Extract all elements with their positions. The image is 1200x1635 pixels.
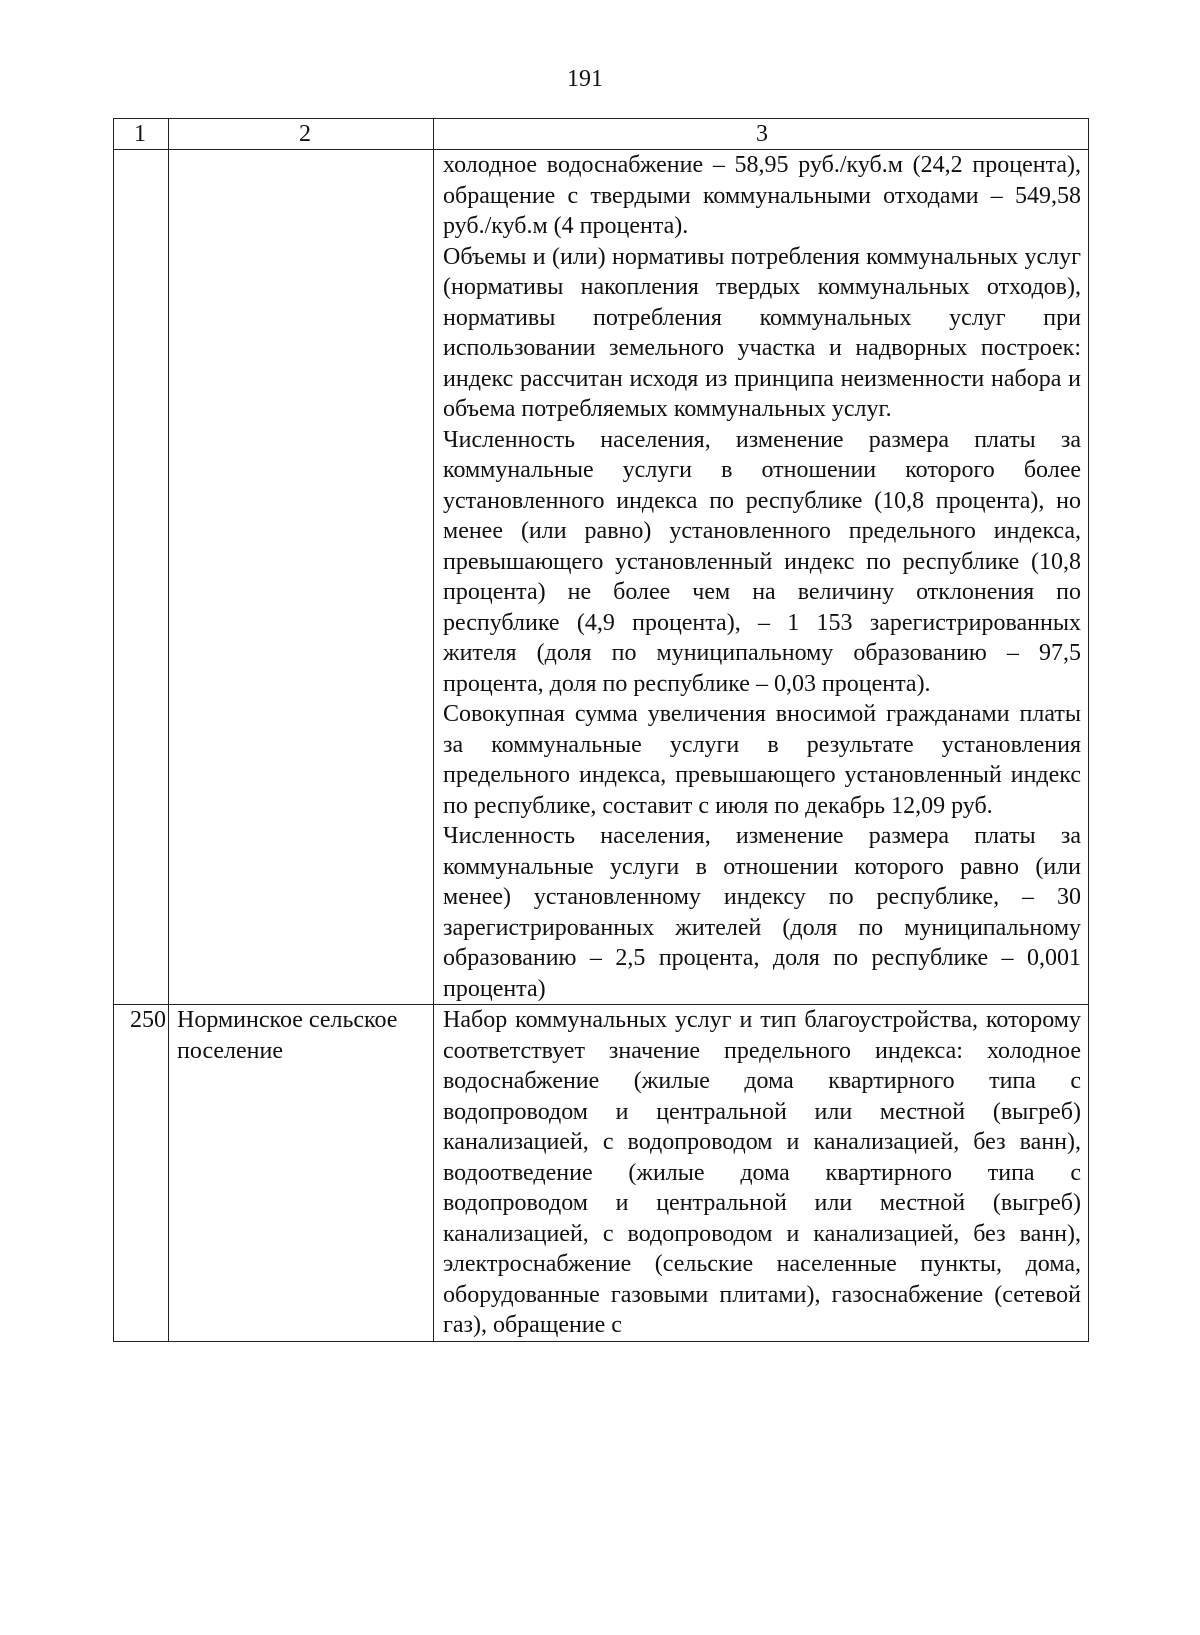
description-paragraph: Объемы и (или) нормативы потребления коммунальных услуг (нормативы накопления твердых коммунальных отходов), нормативы потребления коммунальных услуг при использовании земельного участка и надворных построек: индекс рассчитан исходя из принципа неизменности набора и объема потребляемых коммунальных услуг.	[443, 243, 1081, 422]
municipality-cell: Норминское сельское поселение	[169, 1005, 434, 1342]
description-paragraph: Набор коммунальных услуг и тип благоустройства, которому соответствует значение предельного индекса: холодное водоснабжение (жилые дома квартирного типа с водопроводом и центральной или местной (выгреб) канализацией, с водопроводом и канализацией, без ванн), водоотведение (жилые дома квартирного типа с водопроводом и центральной или местной (выгреб) канализацией, с водопроводом и канализацией, без ванн), электроснабжение (сельские населенные пункты, дома, оборудованные газовыми плитами), газоснабжение (сетевой газ), обращение с	[443, 1007, 1081, 1338]
header-col-1: 1	[114, 119, 169, 150]
header-col-3: 3	[434, 119, 1089, 150]
description-cell	[434, 1005, 1089, 1342]
table-header-row	[114, 119, 1089, 150]
description-paragraph: Совокупная сумма увеличения вносимой гражданами платы за коммунальные услуги в результате установления предельного индекса, превышающего установленный индекс по республике, составит с июля по декабрь 12,09 руб.	[443, 701, 1081, 819]
row-number-cell	[114, 150, 169, 1005]
table-row	[114, 150, 1089, 1005]
description-paragraph: холодное водоснабжение – 58,95 руб./куб.м (24,2 процента), обращение с твердыми коммунальными отходами – 549,58 руб./куб.м (4 процента).	[443, 152, 1081, 239]
description-paragraph: Численность населения, изменение размера платы за коммунальные услуги в отношении которого равно (или менее) установленному индексу по республике, – 30 зарегистрированных жителей (доля по муниципальному образованию – 2,5 процента, доля по республике – 0,001 процента)	[443, 823, 1081, 1002]
description-paragraph: Численность населения, изменение размера платы за коммунальные услуги в отношении которого более установленного индекса по республике (10,8 процента), но менее (или равно) установленного предельного индекса, превышающего установленный индекс по республике (10,8 процента) не более чем на величину отклонения по республике (4,9 процента), – 1 153 зарегистрированных жителя (доля по муниципальному образованию – 97,5 процента, доля по республике – 0,03 процента).	[443, 426, 1081, 697]
tariff-table	[113, 118, 1089, 1342]
page-number: 191	[567, 66, 603, 92]
row-number-cell: 250	[114, 1005, 169, 1342]
table-row	[114, 1005, 1089, 1342]
description-cell	[434, 150, 1089, 1005]
header-col-2: 2	[169, 119, 434, 150]
municipality-cell	[169, 150, 434, 1005]
